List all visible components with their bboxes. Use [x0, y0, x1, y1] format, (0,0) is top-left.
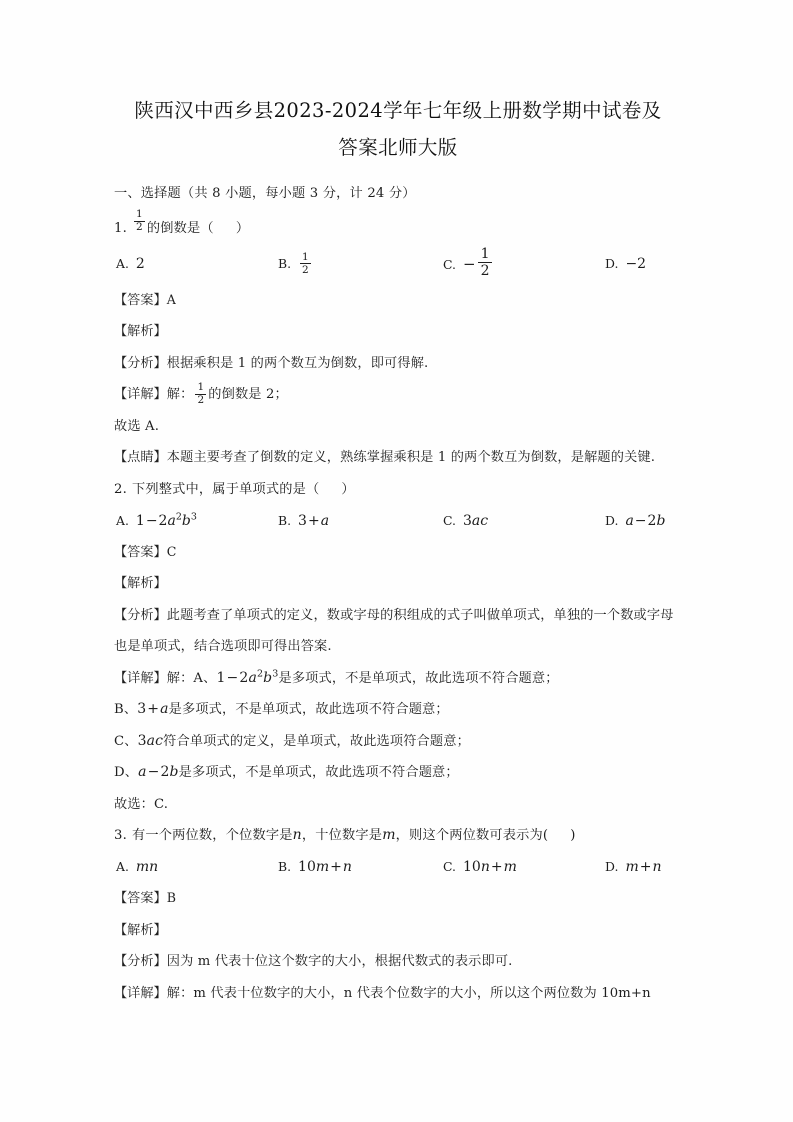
detail-suffix: 是多项式，不是单项式，故此选项不符合题意； — [168, 702, 449, 718]
detail-expression: $1-2a^2b^3$ — [216, 668, 279, 686]
question-3-option-d[interactable] — [605, 851, 661, 883]
question-2-stem — [114, 474, 682, 505]
detail-suffix: 是多项式，不是单项式，故此选项不符合题意； — [278, 670, 559, 686]
option-value: 3ac — [462, 512, 489, 529]
option-value: 2 — [135, 255, 145, 272]
page-title — [114, 92, 682, 166]
question-1-answer — [114, 284, 682, 317]
detail-prefix: B、 — [114, 702, 138, 718]
title-line-1: 陕西汉中西乡县2023-2024学年七年级上册数学期中试卷及 — [134, 99, 662, 122]
question-2-detail-c — [114, 726, 682, 758]
question-2-number: 2. — [114, 481, 127, 497]
question-2-conclusion: 故选：C. — [114, 796, 169, 812]
option-label: A. — [116, 859, 129, 875]
option-value: 10m+n — [298, 859, 352, 876]
detail-prefix: 解： — [166, 387, 194, 403]
option-label: C. — [443, 256, 456, 272]
analysis-tag: 【分析】 — [114, 954, 167, 970]
question-3-variable-m: m — [382, 827, 396, 844]
analysis-tag: 【分析】 — [114, 355, 167, 371]
page-content — [114, 92, 682, 1009]
question-1-analysis — [114, 348, 682, 380]
detail-tag: 【详解】 — [114, 387, 167, 403]
option-label: C. — [443, 512, 456, 528]
answer-tag: 【答案】 — [114, 292, 167, 308]
option-label: D. — [605, 255, 619, 271]
question-3-variable-n: n — [292, 827, 302, 844]
analysis-text: 因为 m 代表十位这个数字的大小，根据代数式的表示即可. — [166, 954, 513, 970]
question-2-detail-b — [114, 694, 682, 726]
option-fraction: $\frac{1}{2}$ — [478, 247, 493, 278]
option-value: $1-2a^2b^3$ — [135, 511, 197, 529]
question-1-option-c[interactable] — [443, 244, 494, 286]
question-2-detail-a — [114, 663, 682, 695]
question-3-explain-tag — [114, 915, 682, 947]
question-1-option-b[interactable] — [278, 244, 313, 285]
question-3-answer — [114, 882, 682, 915]
question-2-stem-text: 下列整式中，属于单项式的是（ — [131, 481, 320, 497]
analysis-tag: 【分析】 — [114, 607, 167, 623]
question-3-detail — [114, 978, 682, 1010]
question-2-analysis — [114, 600, 682, 663]
option-fraction: $\frac{1}{2}$ — [302, 250, 309, 276]
detail-fraction: $\frac{1}{2}$ — [197, 381, 205, 407]
explain-tag: 【解析】 — [114, 922, 167, 938]
detail-expression: 3ac — [137, 732, 164, 749]
answer-value: B — [166, 890, 177, 906]
question-3-option-b[interactable] — [278, 851, 352, 883]
option-label: C. — [443, 859, 456, 875]
question-2-explain-tag — [114, 568, 682, 600]
question-1-stem-text: 的倒数是（ — [146, 220, 214, 236]
option-value: 3+a — [298, 512, 330, 529]
detail-suffix: 是多项式，不是单项式，故此选项不符合题意； — [178, 765, 459, 781]
question-2-detail-d — [114, 757, 682, 789]
option-label: B. — [278, 859, 292, 875]
question-1-explain-tag — [114, 316, 682, 348]
answer-value: C — [166, 543, 177, 559]
option-label: D. — [605, 859, 619, 875]
question-2-option-a[interactable] — [116, 505, 197, 537]
question-1-conclusion: 故选 A. — [114, 418, 160, 434]
detail-prefix: C、 — [114, 733, 138, 749]
question-3-stem-close: ) — [570, 828, 576, 844]
question-1-option-a[interactable] — [116, 244, 145, 285]
explain-tag: 【解析】 — [114, 576, 167, 592]
question-3-option-c[interactable] — [443, 851, 517, 883]
question-2-answer — [114, 536, 682, 569]
question-2-stem-close: ） — [341, 481, 355, 497]
question-3-analysis — [114, 946, 682, 978]
detail-tag: 【详解】 — [114, 985, 167, 1001]
question-1-option-d[interactable] — [605, 244, 646, 285]
analysis-text: 根据乘积是 1 的两个数互为倒数，即可得解. — [166, 355, 429, 371]
question-1-number: 1. — [114, 220, 127, 236]
question-1-key-point — [114, 442, 682, 474]
question-1-stem-fraction: $\frac{1}{2}$ — [135, 208, 143, 234]
detail-expression: 3+a — [137, 701, 169, 718]
option-label: B. — [278, 255, 292, 271]
question-3-stem-part2: ，十位数字是 — [301, 828, 383, 844]
question-2-option-b[interactable] — [278, 505, 329, 537]
option-sign: − — [462, 254, 476, 273]
question-2-option-c[interactable] — [443, 505, 488, 537]
option-value: 10n+m — [462, 859, 517, 876]
option-label: D. — [605, 512, 619, 528]
detail-expression: a−2b — [138, 764, 179, 781]
question-3-number: 3. — [114, 828, 127, 844]
detail-suffix: 符合单项式的定义，是单项式，故此选项符合题意； — [163, 733, 470, 749]
option-label: A. — [116, 512, 129, 528]
option-label: A. — [116, 255, 129, 271]
question-1-detail — [114, 379, 682, 411]
option-label: B. — [278, 512, 292, 528]
question-1-stem-close: ） — [235, 220, 250, 236]
question-3-options — [114, 851, 682, 882]
option-value: a−2b — [625, 512, 666, 529]
question-2-option-d[interactable] — [605, 505, 665, 537]
detail-text: 解：m 代表十位数字的大小，n 代表个位数字的大小，所以这个两位数为 10m+n — [166, 985, 651, 1001]
detail-suffix: 的倒数是 2； — [208, 387, 288, 403]
key-point-text: 本题主要考查了倒数的定义，熟练掌握乘积是 1 的两个数互为倒数，是解题的关键. — [166, 450, 656, 466]
question-3-stem-part1: 有一个两位数，个位数字是 — [131, 828, 293, 844]
detail-prefix: 解：A、 — [166, 670, 217, 686]
question-2-options — [114, 505, 682, 536]
question-3-stem-part3: ，则这个两位数可表示为( — [395, 828, 549, 844]
option-value: −2 — [625, 255, 647, 272]
question-1-options — [114, 244, 682, 284]
question-3-option-a[interactable] — [116, 851, 158, 883]
explain-tag: 【解析】 — [114, 324, 167, 340]
analysis-text: 此题考查了单项式的定义，数或字母的积组成的式子叫做单项式，单独的一个数或字母也是单项式，结合选项即可得出答案. — [114, 607, 674, 655]
option-value: m+n — [625, 859, 662, 876]
question-1-stem — [114, 209, 682, 244]
detail-tag: 【详解】 — [114, 670, 167, 686]
option-value: mn — [135, 859, 159, 876]
question-3-stem — [114, 820, 682, 851]
key-point-tag: 【点睛】 — [114, 450, 167, 466]
title-line-2: 答案北师大版 — [338, 136, 458, 159]
detail-prefix: D、 — [114, 765, 139, 781]
section-heading: 一、选择题（共 8 小题，每小题 3 分，计 24 分） — [114, 186, 416, 201]
answer-value: A — [166, 291, 176, 307]
answer-tag: 【答案】 — [114, 891, 167, 907]
answer-tag: 【答案】 — [114, 544, 167, 560]
